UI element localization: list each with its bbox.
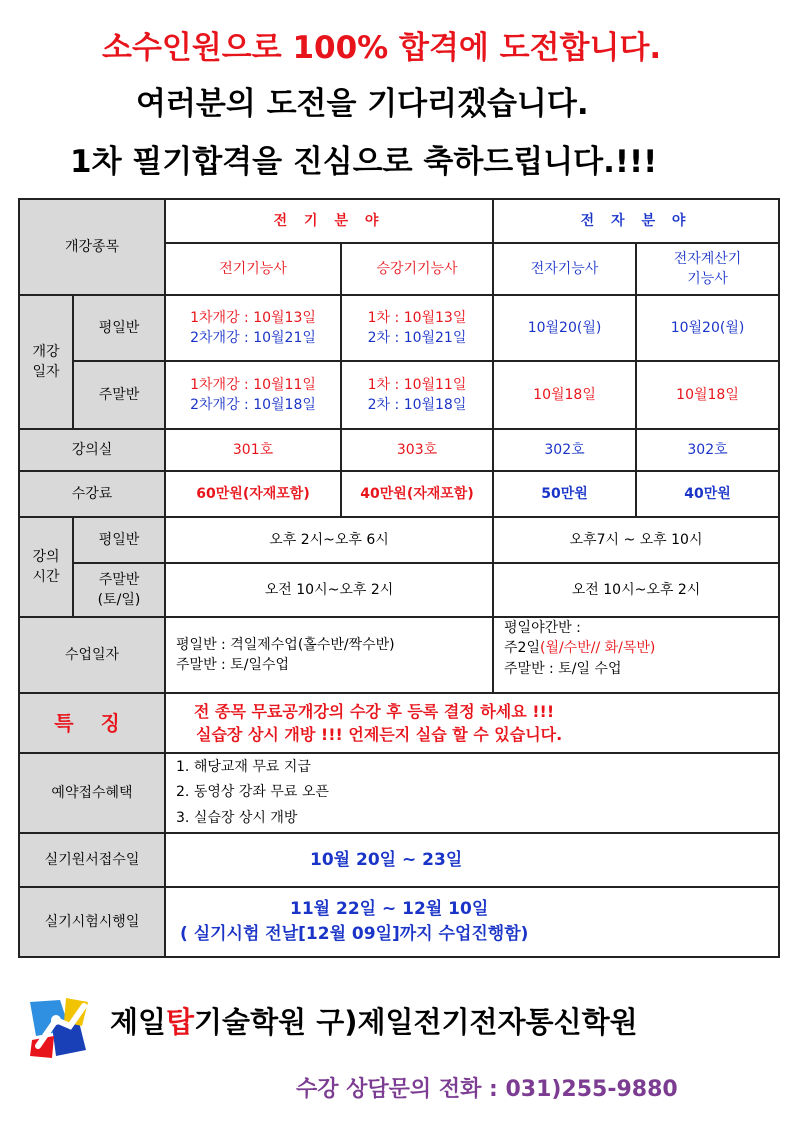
course-computer-line-2: 기능사 — [687, 271, 728, 287]
fee-elevator: 40만원(자재포함) — [341, 471, 493, 517]
weekend-date-elevator: 1차 : 10월11일 2차 : 10월18일 — [341, 361, 493, 429]
features: 전 종목 무료공개강의 수강 후 등록 결정 하세요 !!! 실습장 상시 개방 !!! 언제든지 실습 할 수 있습니다. — [165, 693, 779, 753]
course-electric: 전기기능사 — [165, 243, 341, 295]
course-computer-line-1: 전자계산기 — [673, 250, 742, 267]
course-table — [18, 198, 780, 958]
room-label: 강의실 — [19, 429, 165, 471]
weekend-time-electric: 오전 10시~오후 2시 — [165, 563, 493, 617]
headline-line-2: 여러분의 도전을 기다리겠습니다. — [136, 86, 589, 122]
contact-phone: 수강 상담문의 전화 : 031)255-9880 — [296, 1077, 678, 1102]
weekday-label: 평일반 — [73, 295, 165, 361]
class-days-electric: 평일반 : 격일제수업(홀수반/짝수반) 주말반 : 토/일수업 — [165, 617, 493, 693]
headline-line-3: 1차 필기합격을 진심으로 축하드립니다.!!! — [70, 144, 658, 180]
room-electric: 301호 — [165, 429, 341, 471]
feature-label: 특 징 — [19, 693, 165, 753]
exam-label: 실기시험시행일 — [19, 887, 165, 957]
weekday-time-label: 평일반 — [73, 517, 165, 563]
fee-electronic: 50만원 — [493, 471, 636, 517]
apply-date: 10월 20일 ~ 23일 — [165, 833, 779, 887]
room-computer: 302호 — [636, 429, 779, 471]
weekend-date-electronic: 10월18일 — [493, 361, 636, 429]
benefit-label: 예약접수혜택 — [19, 753, 165, 833]
weekday-date-electronic: 10월20(월) — [493, 295, 636, 361]
course-electronic: 전자기능사 — [493, 243, 636, 295]
weekday-date-computer: 10월20(월) — [636, 295, 779, 361]
weekday-time-electronic: 오후7시 ~ 오후 10시 — [493, 517, 779, 563]
fee-label: 수강료 — [19, 471, 165, 517]
weekend-date-electric: 1차개강 : 10월11일 2차개강 : 10월18일 — [165, 361, 341, 429]
class-days-label: 수업일자 — [19, 617, 165, 693]
weekend-time-label: 주말반 (토/일) — [73, 563, 165, 617]
weekend-time-electronic: 오전 10시~오후 2시 — [493, 563, 779, 617]
fee-computer: 40만원 — [636, 471, 779, 517]
class-days-electronic: 평일야간반 : 주2일(월/수반// 화/목반) 주말반 : 토/일 수업 — [493, 617, 779, 693]
exam-date: 11월 22일 ~ 12월 10일 ( 실기시험 전날[12월 09일]까지 수업진행함) — [165, 887, 779, 957]
fee-electric: 60만원(자재포함) — [165, 471, 341, 517]
electric-field-header: 전 기 분 야 — [165, 199, 493, 243]
room-elevator: 303호 — [341, 429, 493, 471]
course-elevator: 승강기기능사 — [341, 243, 493, 295]
weekday-date-electric: 1차개강 : 10월13일 2차개강 : 10월21일 — [165, 295, 341, 361]
weekday-date-elevator: 1차 : 10월13일 2차 : 10월21일 — [341, 295, 493, 361]
headline-line-1: 소수인원으로 100% 합격에 도전합니다. — [102, 30, 662, 66]
apply-label: 실기원서접수일 — [19, 833, 165, 887]
room-electronic: 302호 — [493, 429, 636, 471]
time-label: 강의 시간 — [19, 517, 73, 617]
weekend-date-computer: 10월18일 — [636, 361, 779, 429]
weekday-time-electric: 오후 2시~오후 6시 — [165, 517, 493, 563]
weekend-label: 주말반 — [73, 361, 165, 429]
benefits: 1. 해당교재 무료 지급 2. 동영상 강좌 무료 오픈 3. 실습장 상시 개방 — [165, 753, 779, 833]
academy-logo-icon — [26, 996, 92, 1060]
academy-name: 제일탑기술학원 구)제일전기전자통신학원 — [110, 1005, 638, 1039]
course-label: 개강종목 — [19, 199, 165, 295]
open-date-label: 개강 일자 — [19, 295, 73, 429]
course-computer — [636, 243, 779, 295]
electronic-field-header: 전 자 분 야 — [493, 199, 779, 243]
